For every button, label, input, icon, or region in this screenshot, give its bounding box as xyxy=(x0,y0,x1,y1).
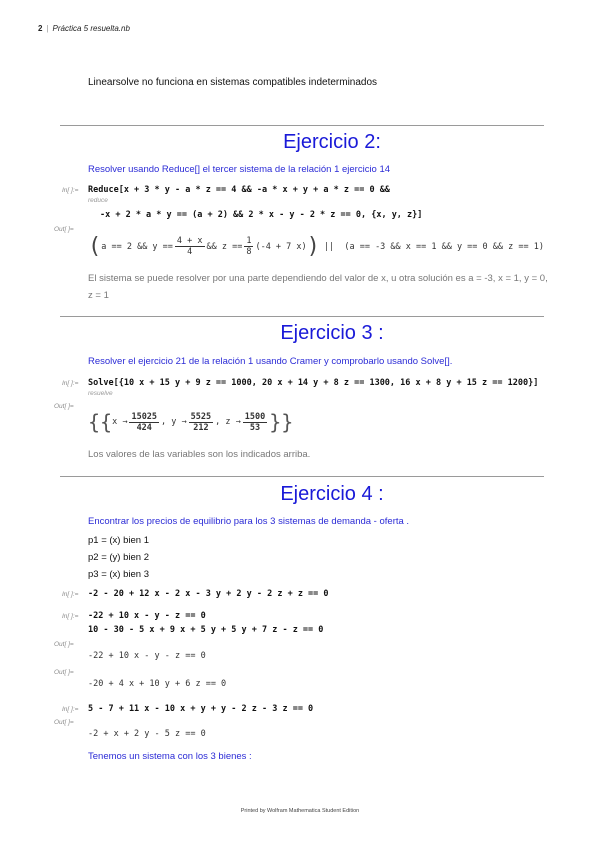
input-cell-ej2-line2[interactable]: -x + 2 * a * y == (a + 2) && 2 * x - y - 2 * z == 0, {x, y, z}] xyxy=(100,210,423,220)
input-cell-ej4-1[interactable]: -2 - 20 + 12 x - 2 x - 3 y + 2 y - 2 z + z == 0 xyxy=(88,589,329,599)
instruction-ej2: Resolver usando Reduce[] el tercer sistema de la relación 1 ejercicio 14 xyxy=(88,164,391,175)
fraction-numerator: 15025 xyxy=(131,411,158,422)
fraction-numerator: 4 + x xyxy=(176,236,203,246)
fraction-numerator: 5525 xyxy=(190,411,212,422)
out-label: Out[ ]= xyxy=(54,403,74,410)
open-brace: {{ xyxy=(88,410,113,434)
input-cell-ej4-3[interactable]: 5 - 7 + 11 x - 10 x + y + y - 2 z - 3 z == 0 xyxy=(88,704,314,714)
input-cell-ej2-line1[interactable]: Reduce[x + 3 * y - a * z == 4 && -a * x + y + a * z == 0 && xyxy=(88,185,390,195)
in-label: In[ ]:= xyxy=(62,591,79,598)
fraction-denominator: 53 xyxy=(249,422,261,433)
intro-text: Linearsolve no funciona en sistemas compatibles indeterminados xyxy=(88,77,378,88)
close-brace: }} xyxy=(269,410,294,434)
text-line: p2 = (y) bien 2 xyxy=(88,552,149,563)
fraction xyxy=(175,236,205,257)
input-cell-ej3[interactable]: Solve[{10 x + 15 y + 9 z == 1000, 20 x + 14 y + 8 z == 1300, 16 x + 8 y + 15 z == 1200}] xyxy=(88,378,539,388)
output-cell-ej4-2a: -22 + 10 x - y - z == 0 xyxy=(88,651,206,661)
output-part: a == 2 && y == xyxy=(101,241,173,252)
section-title-ej3: Ejercicio 3 : xyxy=(280,322,384,344)
output-cell-ej3 xyxy=(88,410,293,434)
page-number: 2 xyxy=(38,24,43,33)
output-part: (-4 + 7 x) xyxy=(255,241,307,252)
output-part: || (a == -3 && x == 1 && y == 0 && z == 1) xyxy=(323,241,544,252)
fraction xyxy=(129,412,159,433)
fraction-denominator: 8 xyxy=(246,247,252,257)
section-title-ej4: Ejercicio 4 : xyxy=(280,483,384,505)
instruction-ej4: Encontrar los precios de equilibrio para los 3 sistemas de demanda - oferta . xyxy=(88,516,410,527)
input-cell-ej4-2a[interactable]: -22 + 10 x - y - z == 0 xyxy=(88,611,206,621)
instruction-ej3: Resolver el ejercicio 21 de la relación 1 usando Cramer y comprobarlo usando Solve[]. xyxy=(88,356,453,367)
output-part: && z == xyxy=(206,241,243,252)
close-paren: ) xyxy=(306,234,320,259)
section-divider xyxy=(60,476,544,477)
open-paren: ( xyxy=(88,234,102,259)
section-divider xyxy=(60,316,544,317)
output-cell-ej2 xyxy=(88,234,544,259)
output-cell-ej4-2b: -20 + 4 x + 10 y + 6 z == 0 xyxy=(88,679,227,689)
text-line: p1 = (x) bien 1 xyxy=(88,535,149,546)
page-header xyxy=(38,24,130,33)
in-label: In[ ]:= xyxy=(62,706,79,713)
output-part: x → xyxy=(112,417,128,427)
fraction-denominator: 212 xyxy=(193,422,209,433)
closing-text-ej4: Tenemos un sistema con los 3 bienes : xyxy=(88,751,252,762)
fraction-denominator: 424 xyxy=(136,422,152,433)
fraction-denominator: 4 xyxy=(187,247,193,257)
output-part: , z → xyxy=(215,417,241,427)
input-cell-ej4-2b[interactable]: 10 - 30 - 5 x + 9 x + 5 y + 5 y + 7 z - z == 0 xyxy=(88,625,324,635)
comment-ej2: El sistema se puede resolver por una parte dependiendo del valor de x, u otra solución es a = -3, x = 1, y = 0, z = 1 xyxy=(88,273,548,301)
output-cell-ej4-3: -2 + x + 2 y - 5 z == 0 xyxy=(88,729,206,739)
section-divider xyxy=(60,125,544,126)
output-part: , y → xyxy=(161,417,187,427)
text-line: p3 = (x) bien 3 xyxy=(88,569,149,580)
out-label: Out[ ]= xyxy=(54,226,74,233)
section-title-ej2: Ejercicio 2: xyxy=(283,131,381,153)
out-label: Out[ ]= xyxy=(54,669,74,676)
fraction xyxy=(243,412,267,433)
header-separator: | xyxy=(46,24,49,33)
in-label: In[ ]:= xyxy=(62,187,79,194)
in-label: In[ ]:= xyxy=(62,380,79,387)
fraction xyxy=(189,412,213,433)
fraction-numerator: 1 xyxy=(246,236,252,246)
in-label: In[ ]:= xyxy=(62,613,79,620)
out-label: Out[ ]= xyxy=(54,719,74,726)
out-label: Out[ ]= xyxy=(54,641,74,648)
notebook-filename: Práctica 5 resuelta.nb xyxy=(52,24,130,33)
print-footer: Printed by Wolfram Mathematica Student Edition xyxy=(240,808,360,814)
comment-ej3: Los valores de las variables son los indicados arriba. xyxy=(88,449,311,460)
autocomplete-hint: resuelve xyxy=(88,390,113,397)
fraction-numerator: 1500 xyxy=(244,411,266,422)
autocomplete-hint: reduce xyxy=(88,197,108,204)
fraction xyxy=(244,236,253,257)
